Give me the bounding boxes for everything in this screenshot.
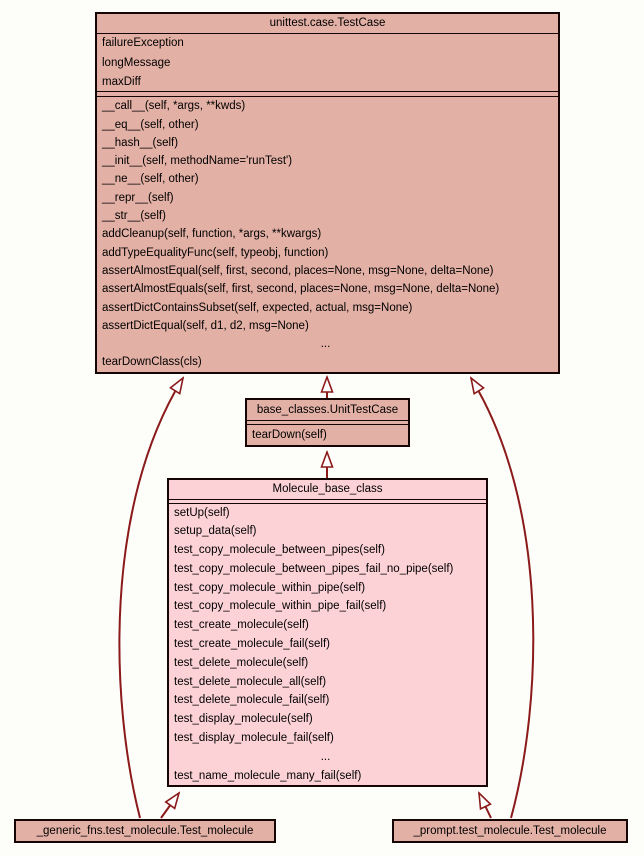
class-box-generic-fns-test-molecule xyxy=(14,819,276,843)
method-row: addTypeEqualityFunc(self, typeobj, function) xyxy=(102,246,329,259)
method-row: setup_data(self) xyxy=(174,525,257,538)
method-row: test_copy_molecule_within_pipe_fail(self) xyxy=(174,600,387,613)
class-box-unittest-case-testcase xyxy=(95,12,560,374)
edge-prompt-to-molecule xyxy=(479,793,491,818)
class-box-molecule-base-class xyxy=(167,478,488,787)
method-row: __eq__(self, other) xyxy=(102,118,199,131)
method-row: test_display_molecule_fail(self) xyxy=(174,732,334,745)
method-compartment xyxy=(247,425,408,445)
class-box-prompt-test-molecule xyxy=(392,819,628,843)
method-row: ... xyxy=(320,338,331,351)
method-row: test_copy_molecule_within_pipe(self) xyxy=(174,581,366,594)
method-row: test_create_molecule(self) xyxy=(174,619,309,632)
class-box-base-classes-unittestcase xyxy=(245,398,410,447)
attribute-compartment xyxy=(97,34,558,93)
method-row: __call__(self, *args, **kwds) xyxy=(102,100,246,113)
method-row: __str__(self) xyxy=(102,210,166,223)
method-row: test_delete_molecule(self) xyxy=(174,656,309,669)
method-row: tearDown(self) xyxy=(252,428,327,441)
method-row: setUp(self) xyxy=(174,506,230,519)
class-title: unittest.case.TestCase xyxy=(97,14,558,34)
method-row: __init__(self, methodName='runTest') xyxy=(102,155,293,168)
method-compartment xyxy=(169,504,486,786)
method-row: test_delete_molecule_fail(self) xyxy=(174,694,330,707)
method-row: test_delete_molecule_all(self) xyxy=(174,675,327,688)
method-row: tearDownClass(cls) xyxy=(102,356,202,369)
method-row: assertAlmostEqual(self, first, second, places=None, msg=None, delta=None) xyxy=(102,264,494,277)
method-row: assertDictEqual(self, d1, d2, msg=None) xyxy=(102,319,309,332)
method-row: __ne__(self, other) xyxy=(102,173,199,186)
class-title: base_classes.UnitTestCase xyxy=(247,400,408,421)
method-row: ... xyxy=(320,750,331,763)
attribute-row: failureException xyxy=(102,37,184,49)
method-row: assertAlmostEquals(self, first, second, places=None, msg=None, delta=None) xyxy=(102,283,500,296)
attribute-row: maxDiff xyxy=(102,76,141,89)
attribute-row: longMessage xyxy=(102,56,171,69)
method-row: test_name_molecule_many_fail(self) xyxy=(174,769,362,782)
method-row: __hash__(self) xyxy=(102,136,179,149)
method-row: test_copy_molecule_between_pipes(self) xyxy=(174,544,385,557)
method-row: __repr__(self) xyxy=(102,191,174,204)
method-row: assertDictContainsSubset(self, expected, actual, msg=None) xyxy=(102,301,413,314)
edge-generic-to-molecule xyxy=(161,793,179,818)
method-compartment xyxy=(97,97,558,371)
class-title: _prompt.test_molecule.Test_molecule xyxy=(413,825,607,837)
class-title: _generic_fns.test_molecule.Test_molecule xyxy=(36,825,254,837)
method-row: test_create_molecule_fail(self) xyxy=(174,638,330,651)
method-row: addCleanup(self, function, *args, **kwargs) xyxy=(102,228,322,241)
method-row: test_display_molecule(self) xyxy=(174,713,313,726)
class-title: Molecule_base_class xyxy=(169,480,486,500)
method-row: test_copy_molecule_between_pipes_fail_no_pipe(self) xyxy=(174,562,454,575)
